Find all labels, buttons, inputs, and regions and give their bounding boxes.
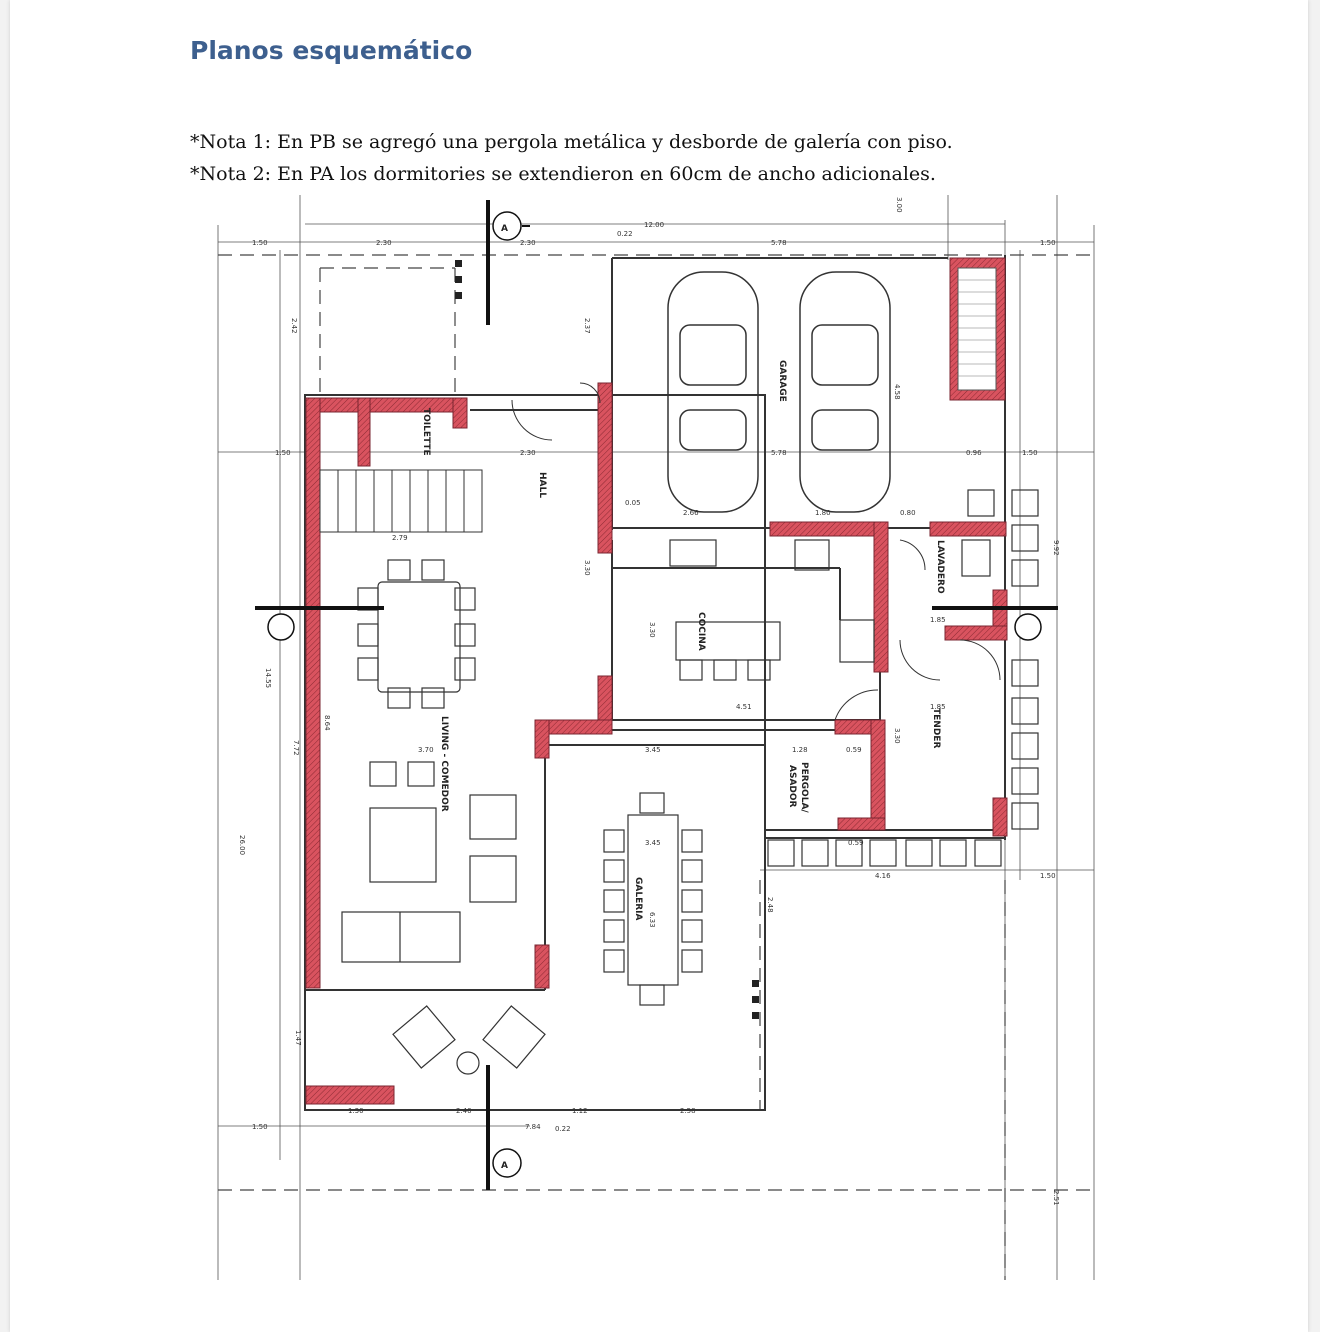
room-label-lavadero: LAVADERO — [935, 540, 945, 594]
dim-9-92: 9.92 — [1052, 540, 1060, 556]
dim-0-05: 0.05 — [625, 499, 641, 507]
dim-2-66: 2.66 — [683, 509, 699, 517]
dim-3-00: 3.00 — [895, 197, 903, 213]
dim-2-37: 2.37 — [583, 318, 591, 334]
dim-1-50-top-right: 1.50 — [1040, 239, 1056, 247]
door-swings — [512, 383, 1000, 720]
dim-4-16: 4.16 — [875, 872, 891, 880]
dim-2-30-b: 2.30 — [520, 239, 536, 247]
note-1: *Nota 1: En PB se agregó una pergola metálica y desborde de galería con piso. — [190, 131, 953, 153]
page-title: Planos esquemático — [190, 36, 473, 65]
dim-0-22-top: 0.22 — [617, 230, 633, 238]
dim-1-50-bottom-left: 1.50 — [252, 1123, 268, 1131]
section-marker-bottom-label: A — [501, 1161, 508, 1171]
dim-0-59: 0.59 — [846, 746, 862, 754]
dim-2-42: 2.42 — [290, 318, 298, 334]
outdoor-chairs — [393, 1006, 545, 1074]
dim-3-45: 3.45 — [645, 746, 661, 754]
dim-6-33: 6.33 — [648, 912, 656, 928]
dim-2-58: 2.58 — [680, 1107, 696, 1115]
dim-1-50-mid-left: 1.50 — [275, 449, 291, 457]
dim-2-30-a: 2.30 — [376, 239, 392, 247]
car-right — [800, 272, 890, 512]
room-label-asador: ASADOR — [787, 765, 797, 808]
dim-7-84: 7.84 — [525, 1123, 541, 1131]
dim-1-80: 1.80 — [815, 509, 831, 517]
dim-0-59-b: 0.59 — [848, 839, 864, 847]
dim-1-50-mid-right: 1.50 — [1022, 449, 1038, 457]
room-label-cocina: COCINA — [696, 612, 706, 651]
dim-3-30-tender: 3.30 — [893, 728, 901, 744]
room-label-hall: HALL — [537, 472, 547, 498]
dim-7-72: 7.72 — [292, 740, 300, 756]
stairs — [320, 470, 482, 532]
dim-14-55: 14.55 — [264, 668, 272, 689]
dim-2-40: 2.40 — [456, 1107, 472, 1115]
dim-1-47: 1.47 — [294, 1030, 302, 1046]
section-marker-top-label: A — [501, 224, 508, 234]
dim-0-80: 0.80 — [900, 509, 916, 517]
dim-1-30: 1.30 — [348, 1107, 364, 1115]
dim-1-50-top-left: 1.50 — [252, 239, 268, 247]
note-2: *Nota 2: En PA los dormitories se extendieron en 60cm de ancho adicionales. — [190, 163, 936, 185]
room-label-tender: TENDER — [931, 708, 941, 749]
window-marks — [455, 260, 759, 1019]
section-marker-top — [493, 212, 530, 240]
dim-1-85-b: 1.85 — [930, 703, 946, 711]
garage-stairs — [958, 268, 996, 390]
room-label-pergola: PERGOLA/ — [799, 762, 809, 813]
dim-3-70: 3.70 — [418, 746, 434, 754]
dim-2-48: 2.48 — [766, 897, 774, 913]
dim-2-30-hall: 2.30 — [520, 449, 536, 457]
dim-0-22-bottom: 0.22 — [555, 1125, 571, 1133]
dim-1-85-a: 1.85 — [930, 616, 946, 624]
section-marker-left — [268, 614, 294, 640]
car-left — [668, 272, 758, 512]
room-label-galeria: GALERIA — [633, 877, 643, 921]
dim-4-51: 4.51 — [736, 703, 752, 711]
dim-8-64: 8.64 — [323, 715, 331, 731]
dim-5-78-top: 5.78 — [771, 239, 787, 247]
dim-0-96: 0.96 — [966, 449, 982, 457]
dim-2-79: 2.79 — [392, 534, 408, 542]
living-furniture — [342, 762, 516, 962]
dim-12-00: 12.00 — [644, 221, 665, 229]
dim-1-50-pergola: 1.50 — [1040, 872, 1056, 880]
dining-set — [358, 560, 475, 708]
dim-26-00: 26.00 — [238, 835, 246, 856]
dim-1-28: 1.28 — [792, 746, 808, 754]
dim-4-58: 4.58 — [893, 384, 901, 400]
dim-3-30-cocina: 3.30 — [648, 622, 656, 638]
room-label-living-comedor: LIVING - COMEDOR — [439, 716, 449, 812]
section-marker-right — [1015, 614, 1041, 640]
room-label-garage: GARAGE — [777, 360, 787, 402]
dim-1-12: 1.12 — [572, 1107, 588, 1115]
room-label-toilette: TOILETTE — [421, 408, 431, 456]
dim-3-45-galeria: 3.45 — [645, 839, 661, 847]
dim-3-30-hall: 3.30 — [583, 560, 591, 576]
dim-5-78-mid: 5.78 — [771, 449, 787, 457]
section-cut-lines — [255, 200, 1058, 1190]
dim-2-51: 2.51 — [1052, 1190, 1060, 1206]
galeria-table — [604, 793, 702, 1005]
